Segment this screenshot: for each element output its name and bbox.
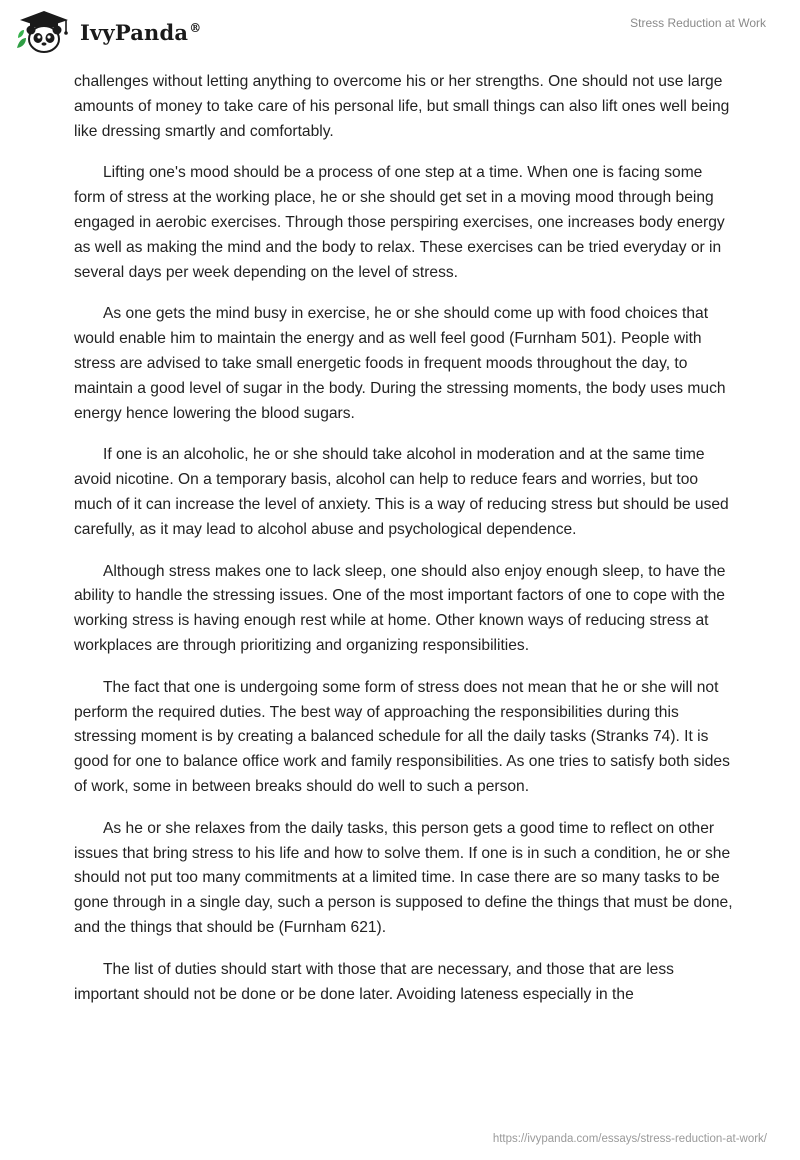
- paragraph: As one gets the mind busy in exercise, he or she should come up with food choices that would enable him to maintain the energy and as well feel good (Furnham 501). People with stress are advised to take small energetic foods in frequent moods throughout the day, to maintain a good level of sugar in the body. During the stressing moments, the body uses much energy hence lowering the blood sugars.: [74, 305, 726, 422]
- panda-graduate-icon: [14, 8, 74, 54]
- document-title: Stress Reduction at Work: [630, 16, 766, 30]
- page-header: [0, 0, 800, 60]
- paragraph: Lifting one's mood should be a process of one step at a time. When one is facing some form of stress at the working place, he or she should get set in a moving mood through being engaged in aerobic exercises. Through those perspiring exercises, one increases body energy as well as making the mind and the body to relax. These exercises can be tried everyday or in several days per week depending on the level of stress.: [74, 164, 725, 281]
- paragraph: Although stress makes one to lack sleep, one should also enjoy enough sleep, to have the ability to handle the stressing issues. One of the most important factors of one to cope with the working stress is having enough rest while at home. Other known ways of reducing stress at workplaces are through prioritizing and organizing responsibilities.: [74, 562, 726, 654]
- paragraph: If one is an alcoholic, he or she should take alcohol in moderation and at the same time avoid nicotine. On a temporary basis, alcohol can help to reduce fears and worries, but too much of it can increase the level of anxiety. This is a way of reducing stress but should be used carefully, as it may lead to alcohol abuse and psychological dependence.: [74, 446, 729, 538]
- source-url[interactable]: https://ivypanda.com/essays/stress-reduction-at-work/: [492, 1133, 767, 1145]
- brand-logo[interactable]: [14, 8, 201, 54]
- essay-body: [74, 70, 734, 1024]
- paragraph: As he or she relaxes from the daily tasks, this person gets a good time to reflect on other issues that bring stress to his life and how to solve them. If one is in such a condition, he or she should not put too many commitments at a limited time. In case there are so many tasks to be gone through in a single day, such a person is supposed to define the things that must be done, and the things that should be (Furnham 621).: [74, 819, 733, 936]
- brand-name: IvyPanda®: [80, 19, 202, 45]
- paragraph: The fact that one is undergoing some form of stress does not mean that he or she will not perform the required duties. The best way of approaching the responsibilities during this stressing moment is by creating a balanced schedule for all the daily tasks (Stranks 74). It is good for one to balance office work and family responsibilities. As one tries to satisfy both sides of work, some in between breaks should do well to such a person.: [74, 678, 730, 795]
- paragraph: The list of duties should start with those that are necessary, and those that are less important should not be done or be done later. Avoiding lateness especially in the: [74, 960, 674, 1003]
- paragraph: challenges without letting anything to overcome his or her strengths. One should not use large amounts of money to take care of his personal life, but small things can also lift ones well being like dressing smartly and comfortably.: [74, 73, 730, 140]
